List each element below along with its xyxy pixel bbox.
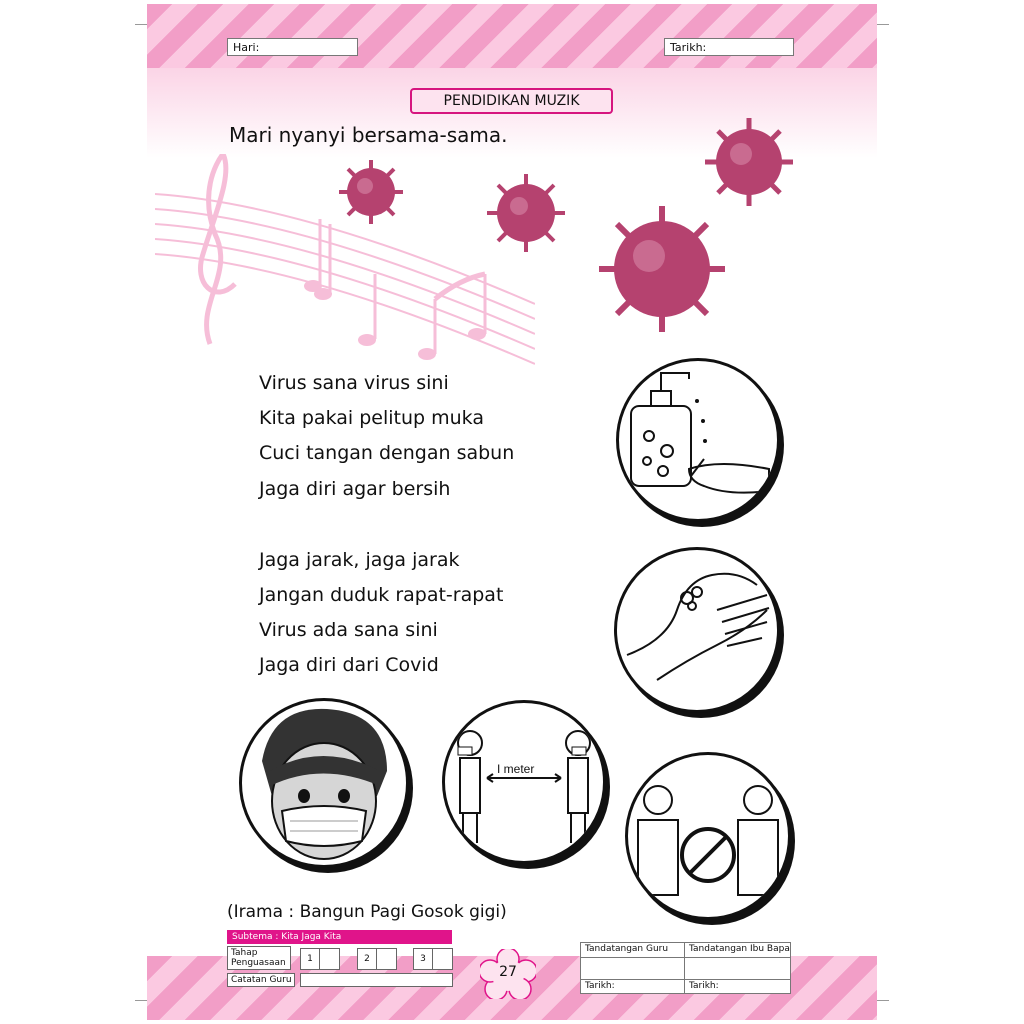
distance-icon bbox=[445, 703, 603, 861]
crop-mark bbox=[135, 24, 147, 25]
hari-label: Hari: bbox=[233, 41, 260, 54]
lyric-line: Kita pakai pelitup muka bbox=[259, 407, 484, 429]
no-handshake-icon bbox=[628, 755, 788, 917]
lyric-line: Jaga diri dari Covid bbox=[259, 654, 439, 676]
melody-note: (Irama : Bangun Pagi Gosok gigi) bbox=[227, 902, 507, 922]
crop-mark bbox=[877, 24, 889, 25]
sig-ibubapa-box[interactable] bbox=[684, 942, 791, 994]
top-stripe-band bbox=[147, 4, 877, 68]
lyric-line: Jaga jarak, jaga jarak bbox=[259, 549, 460, 571]
subtema-bar: Subtema : Kita Jaga Kita bbox=[227, 930, 452, 944]
lyric-line: Jangan duduk rapat-rapat bbox=[259, 584, 504, 606]
distance-illustration bbox=[442, 700, 606, 864]
level-number: 3 bbox=[414, 949, 433, 969]
handwash-icon bbox=[617, 550, 777, 710]
instruction-text: Mari nyanyi bersama-sama. bbox=[229, 123, 508, 147]
sanitizer-illustration bbox=[616, 358, 780, 522]
mask-boy-illustration bbox=[239, 698, 409, 868]
page-title: PENDIDIKAN MUZIK bbox=[410, 88, 613, 114]
crop-mark bbox=[877, 1000, 889, 1001]
virus-icon bbox=[337, 158, 405, 226]
crop-mark bbox=[135, 1000, 147, 1001]
distance-label: I meter bbox=[497, 762, 535, 776]
handwash-illustration bbox=[614, 547, 780, 713]
catatan-label: Catatan Guru bbox=[227, 973, 295, 987]
sig-ibubapa-label: Tandatangan Ibu Bapa bbox=[685, 943, 790, 958]
level-number: 2 bbox=[358, 949, 377, 969]
sig-guru-date: Tarikh: bbox=[581, 979, 686, 993]
lyric-line: Jaga diri agar bersih bbox=[259, 478, 451, 500]
page-number: 27 bbox=[499, 964, 517, 980]
virus-icon bbox=[485, 172, 567, 254]
lyric-line: Cuci tangan dengan sabun bbox=[259, 442, 515, 464]
virus-icon bbox=[703, 116, 795, 208]
tarikh-field[interactable] bbox=[664, 38, 794, 56]
level-number: 1 bbox=[301, 949, 320, 969]
lyric-line: Virus sana virus sini bbox=[259, 372, 449, 394]
worksheet-page bbox=[147, 4, 877, 1020]
mask-boy-icon bbox=[242, 701, 406, 865]
lyric-line: Virus ada sana sini bbox=[259, 619, 438, 641]
page-number-badge bbox=[480, 949, 536, 999]
virus-icon bbox=[597, 204, 727, 334]
level-box[interactable] bbox=[357, 948, 397, 970]
tarikh-label: Tarikh: bbox=[670, 41, 707, 54]
tahap-label: Tahap Penguasaan bbox=[227, 946, 291, 970]
sig-ibubapa-date: Tarikh: bbox=[685, 979, 790, 993]
level-box[interactable] bbox=[300, 948, 340, 970]
level-box[interactable] bbox=[413, 948, 453, 970]
sig-guru-box[interactable] bbox=[580, 942, 687, 994]
no-handshake-illustration bbox=[625, 752, 791, 920]
sanitizer-icon bbox=[619, 361, 777, 519]
hari-field[interactable] bbox=[227, 38, 358, 56]
catatan-field[interactable] bbox=[300, 973, 453, 987]
sig-guru-label: Tandatangan Guru bbox=[581, 943, 686, 958]
